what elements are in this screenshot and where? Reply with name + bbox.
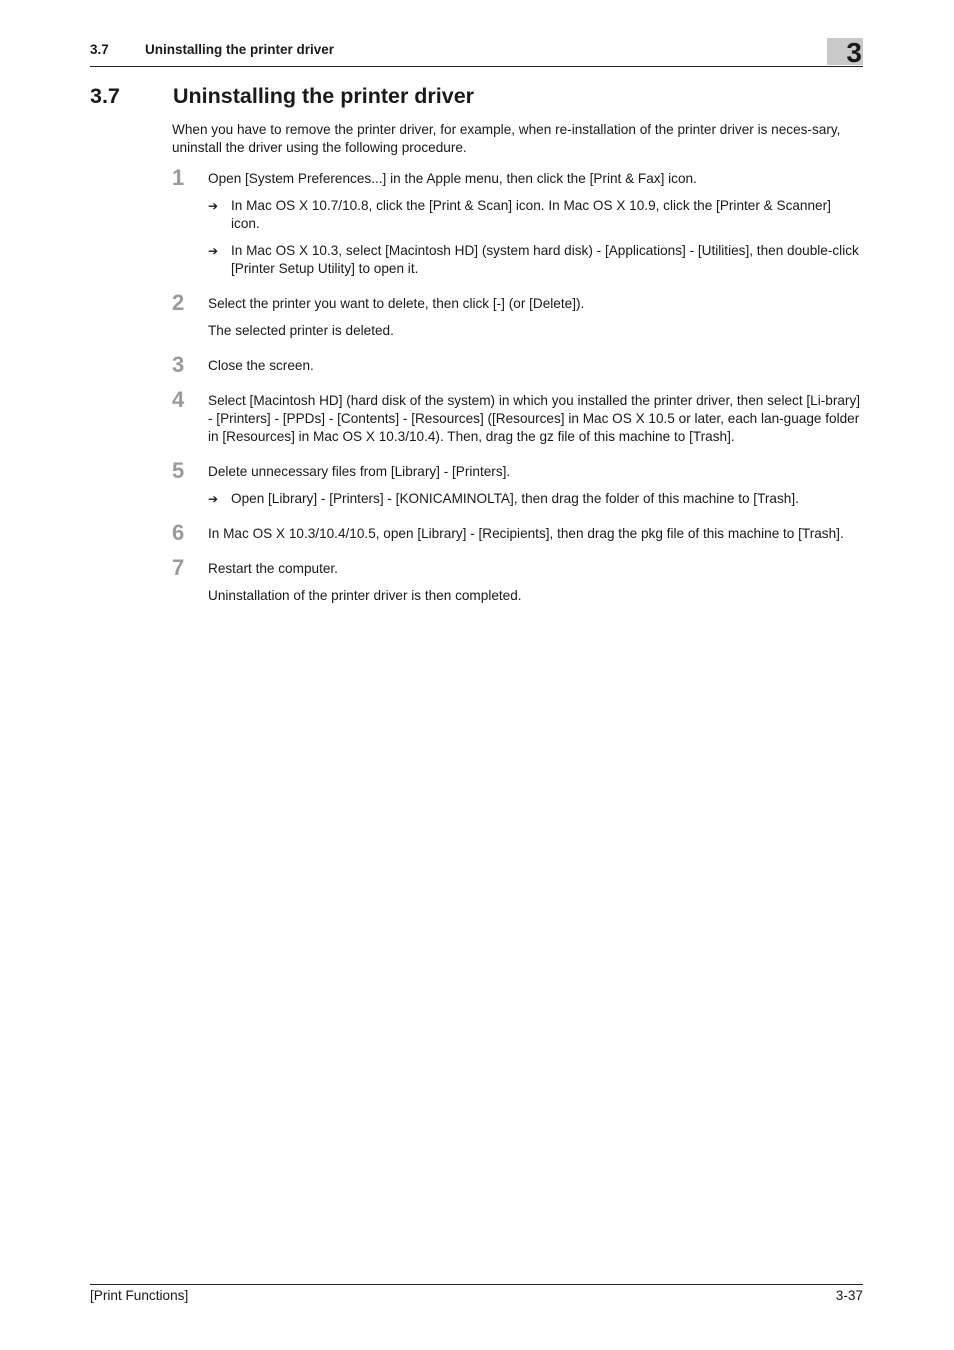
step-3: [172, 352, 863, 377]
step-result: The selected printer is deleted.: [208, 323, 394, 338]
step-7: [172, 555, 863, 605]
procedure-steps: [172, 165, 863, 622]
sub-step-text: In Mac OS X 10.7/10.8, click the [Print & Scan] icon. In Mac OS X 10.9, click the [Printer & Scanner] icon.: [231, 198, 831, 231]
step-text: Close the screen.: [208, 358, 314, 373]
footer-manual-name: [Print Functions]: [90, 1288, 189, 1303]
step-5: [172, 458, 863, 508]
footer-page-number: 3-37: [835, 1288, 863, 1303]
step-text: Select [Macintosh HD] (hard disk of the system) in which you installed the printer driver, then select [Li-brary] - [Printers] - [PPDs] - [Contents] - [Resources] ([Resources] in Mac OS X 10.5 or later, each lan-guage folder in [Resources] in Mac OS X 10.3/10.4). Then, drag the gz file of this machine to [Trash].: [208, 393, 861, 444]
step-text: In Mac OS X 10.3/10.4/10.5, open [Library] - [Recipients], then drag the pkg file of this machine to [Trash].: [208, 526, 844, 541]
step-2: [172, 290, 863, 340]
step-text: Restart the computer.: [208, 561, 338, 576]
step-1: [172, 165, 863, 278]
sub-step: [208, 490, 863, 508]
step-number: 3: [172, 352, 185, 377]
step-number: 7: [172, 555, 185, 580]
arrow-icon: ➔: [208, 199, 219, 213]
section-heading-title: Uninstalling the printer driver: [173, 84, 475, 108]
page-footer: [90, 1284, 863, 1303]
step-number: 1: [172, 165, 185, 190]
arrow-icon: ➔: [208, 244, 219, 258]
step-number: 2: [172, 290, 185, 315]
step-text: Open [System Preferences...] in the Apple menu, then click the [Print & Fax] icon.: [208, 171, 697, 186]
section-heading-number: 3.7: [90, 84, 120, 108]
step-6: [172, 520, 863, 545]
sub-step: [208, 197, 863, 233]
header-section-number: 3.7: [90, 42, 109, 57]
step-4: [172, 387, 863, 446]
page-header: [90, 38, 863, 67]
step-number: 5: [172, 458, 185, 483]
step-number: 4: [172, 387, 185, 412]
chapter-badge: 3: [827, 38, 863, 65]
sub-step-text: Open [Library] - [Printers] - [KONICAMINOLTA], then drag the folder of this machine to [Trash].: [231, 491, 799, 506]
step-number: 6: [172, 520, 185, 545]
sub-step-text: In Mac OS X 10.3, select [Macintosh HD] (system hard disk) - [Applications] - [Utilities], then double-click [Printer Setup Utility] to open it.: [231, 243, 859, 276]
intro-paragraph: When you have to remove the printer driver, for example, when re-installation of the printer driver is neces-sary, uninstall the driver using the following procedure.: [172, 122, 841, 155]
step-result: Uninstallation of the printer driver is then completed.: [208, 588, 522, 603]
step-text: Delete unnecessary files from [Library] - [Printers].: [208, 464, 511, 479]
sub-step: [208, 242, 863, 278]
header-section-title: Uninstalling the printer driver: [145, 42, 335, 57]
arrow-icon: ➔: [208, 492, 219, 506]
step-text: Select the printer you want to delete, then click [-] (or [Delete]).: [208, 296, 585, 311]
